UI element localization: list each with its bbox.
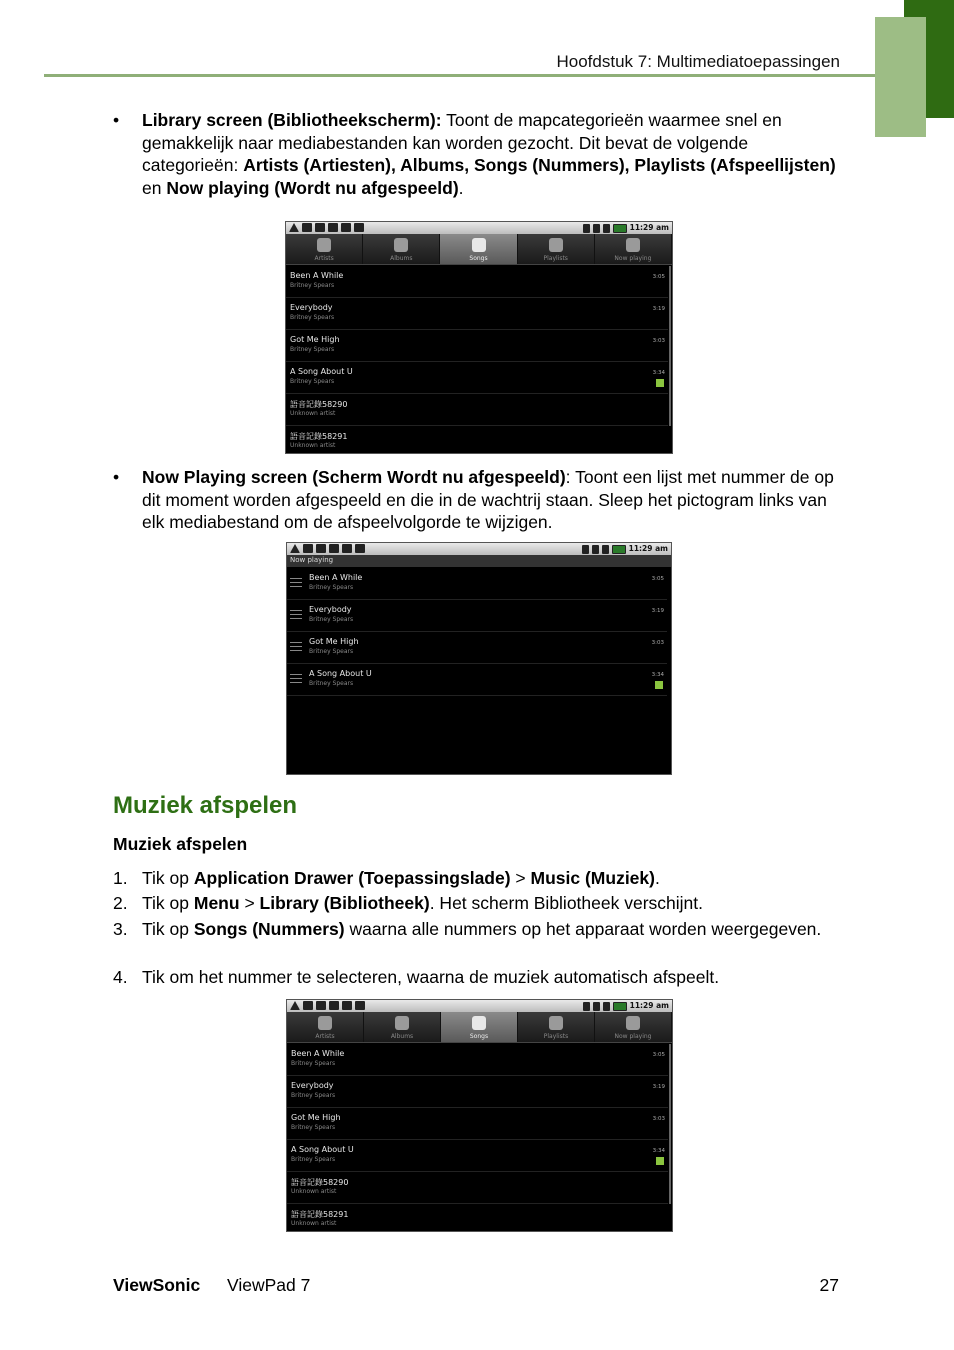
play-icon (355, 1001, 365, 1010)
song-duration: 3:19 (651, 608, 664, 614)
vibrate-icon (592, 545, 599, 554)
music-note-icon (472, 1016, 486, 1030)
bold-text: Menu (193, 893, 240, 913)
song-duration: 3:19 (652, 1084, 665, 1090)
song-title: Everybody (290, 303, 333, 312)
corner-tab-light (875, 17, 926, 137)
song-artist: Britney Spears (309, 584, 354, 591)
download-icon (342, 544, 352, 553)
microphone-icon (318, 1016, 332, 1030)
tab-label: Now playing (614, 1033, 652, 1040)
microphone-icon (317, 238, 331, 252)
library-tabs (287, 1012, 672, 1043)
song-duration: 3:05 (651, 576, 664, 582)
tab-label: Playlists (543, 1033, 569, 1040)
usb-icon (329, 1001, 339, 1010)
song-list (286, 266, 668, 454)
song-title: Been A While (309, 573, 363, 582)
text: > (510, 868, 531, 888)
song-artist: Britney Spears (290, 346, 335, 353)
song-artist: Britney Spears (290, 314, 335, 321)
text: : Toont een lijst met nummer de op dit moment worden afgespeeld en die in de wachtrij staan. Sleep het pictogram links van elk mediabestand om de afspeelvolgorde te wijzigen. (142, 467, 834, 532)
mail-icon (316, 544, 326, 553)
song-title: A Song About U (290, 367, 353, 376)
tab-label: Albums (390, 255, 413, 262)
clock: 11:29 am (629, 1001, 669, 1010)
tab-albums[interactable] (363, 234, 440, 264)
bold-text: Now Playing screen (Scherm Wordt nu afgespeeld) (142, 467, 566, 487)
signal-icon (603, 1002, 610, 1011)
song-duration: 3:03 (651, 640, 664, 646)
step-text (142, 892, 842, 915)
list-item[interactable] (286, 266, 668, 298)
song-title: Got Me High (309, 637, 359, 646)
tab-artists[interactable] (287, 1012, 364, 1042)
album-icon (394, 238, 408, 252)
library-tabs (286, 234, 672, 265)
song-title: 語音記錄58290 (291, 1178, 349, 1187)
step-number: 3. (113, 919, 128, 939)
bold-text: Songs (Nummers) (193, 919, 345, 939)
text: Tik op (142, 893, 194, 913)
page-number: 27 (819, 1275, 839, 1295)
song-artist: Britney Spears (291, 1092, 336, 1099)
bold-text: Now playing (Wordt nu afgespeeld) (166, 177, 459, 198)
status-bar (287, 543, 671, 555)
step-text (142, 966, 842, 989)
download-icon (342, 1001, 352, 1010)
usb-icon (328, 223, 338, 232)
text: > (239, 893, 260, 913)
now-playing-screenshot (286, 542, 672, 775)
status-bar (286, 222, 672, 234)
list-item[interactable] (286, 330, 668, 362)
song-list (287, 1044, 668, 1232)
text: . (458, 177, 464, 198)
song-duration: 3:19 (652, 306, 665, 312)
song-title: Everybody (309, 605, 352, 614)
tab-label: Artists (314, 255, 334, 262)
footer-brand: ViewSonic (113, 1275, 201, 1295)
tab-artists[interactable] (286, 234, 363, 264)
section-heading: Muziek afspelen (113, 792, 298, 819)
warning-icon (289, 223, 299, 232)
song-title: Got Me High (291, 1113, 341, 1122)
drag-handle-icon[interactable] (290, 610, 302, 620)
tab-label: Songs (469, 1033, 489, 1040)
message-icon (303, 544, 313, 553)
battery-icon (613, 1002, 627, 1011)
bold-text: Library screen (Bibliotheekscherm): (142, 110, 442, 130)
bluetooth-icon (583, 224, 590, 233)
list-icon (549, 238, 563, 252)
signal-icon (602, 545, 609, 554)
text: en (142, 177, 167, 198)
album-icon (395, 1016, 409, 1030)
list-item[interactable] (287, 1076, 668, 1108)
download-icon (341, 223, 351, 232)
song-artist: Unknown artist (290, 410, 336, 417)
playing-indicator-icon (656, 1157, 664, 1165)
list-item[interactable] (287, 632, 667, 664)
song-artist: Unknown artist (291, 1188, 337, 1195)
vibrate-icon (593, 1002, 600, 1011)
chapter-title: Hoofdstuk 7: Multimediatoepassingen (556, 52, 840, 71)
song-artist: Britney Spears (291, 1156, 336, 1163)
tab-songs[interactable] (440, 234, 517, 264)
status-bar (287, 1000, 672, 1012)
warning-icon (290, 544, 300, 553)
clock: 11:29 am (628, 544, 668, 553)
song-title: Been A While (291, 1049, 345, 1058)
bluetooth-icon (582, 545, 589, 554)
text: Toont de mapcategorieën waarmee snel en gemakkelijk naar mediabestanden kan worden gezocht. Dit bevat de volgende categorieën: (142, 110, 782, 175)
subheading: Muziek afspelen (113, 834, 248, 854)
list-item[interactable] (287, 1108, 668, 1140)
bold-text: Music (Muziek) (530, 868, 655, 888)
bold-text: Artists (Artiesten), Albums, Songs (Nummers), Playlists (Afspeellijsten) (243, 155, 836, 175)
mail-icon (316, 1001, 326, 1010)
queue-list (287, 568, 667, 696)
list-item[interactable] (286, 298, 668, 330)
song-artist: Britney Spears (309, 616, 354, 623)
clock: 11:29 am (629, 223, 669, 232)
message-icon (302, 223, 312, 232)
usb-icon (329, 544, 339, 553)
paragraph-now-playing-screen (142, 466, 842, 534)
battery-icon (613, 224, 627, 233)
list-item[interactable] (286, 426, 668, 454)
song-duration: 3:34 (652, 1148, 665, 1154)
song-artist: Unknown artist (290, 442, 336, 449)
list-item[interactable] (287, 1172, 668, 1204)
signal-icon (603, 224, 610, 233)
drag-handle-icon[interactable] (290, 674, 302, 684)
text: Tik op (142, 919, 194, 939)
bold-text: Application Drawer (Toepassingslade) (193, 868, 511, 888)
song-artist: Britney Spears (291, 1124, 336, 1131)
song-artist: Britney Spears (309, 648, 354, 655)
song-title: 語音記錄58291 (290, 432, 348, 441)
song-duration: 3:03 (652, 338, 665, 344)
tab-label: Albums (390, 1033, 414, 1040)
text: Tik om het nummer te selecteren, waarna de muziek automatisch afspeelt. (142, 967, 720, 987)
step-text (142, 918, 842, 941)
song-artist: Britney Spears (290, 378, 335, 385)
bold-text: Library (Bibliotheek) (259, 893, 430, 913)
now-playing-header (287, 555, 671, 567)
step-number: 4. (113, 967, 128, 987)
song-duration: 3:05 (652, 1052, 665, 1058)
tab-now-playing[interactable] (595, 1012, 672, 1042)
tab-playlists[interactable] (518, 1012, 595, 1042)
paragraph-library-screen (142, 109, 842, 199)
song-title: 語音記錄58290 (290, 400, 348, 409)
list-item[interactable] (287, 1204, 668, 1232)
drag-handle-icon[interactable] (290, 578, 302, 588)
vibrate-icon (593, 224, 600, 233)
song-duration: 3:03 (652, 1116, 665, 1122)
list-icon (549, 1016, 563, 1030)
music-note-icon (472, 238, 486, 252)
list-item[interactable] (287, 600, 667, 632)
step-number: 1. (113, 868, 128, 888)
tab-label: Playlists (543, 255, 568, 262)
text: . (654, 868, 660, 888)
now-playing-icon (626, 1016, 640, 1030)
play-icon (354, 223, 364, 232)
library-screenshot (285, 221, 673, 454)
play-icon (355, 544, 365, 553)
now-playing-icon (626, 238, 640, 252)
list-item[interactable] (287, 1044, 668, 1076)
text: Tik op (142, 868, 194, 888)
tab-label: Songs (469, 255, 488, 262)
list-item[interactable] (286, 362, 668, 394)
tab-songs[interactable] (441, 1012, 518, 1042)
now-playing-label: Now playing (290, 556, 334, 564)
tab-albums[interactable] (364, 1012, 441, 1042)
song-artist: Britney Spears (291, 1060, 336, 1067)
song-title: Everybody (291, 1081, 334, 1090)
scrollbar[interactable] (669, 1044, 671, 1204)
song-duration: 3:05 (652, 274, 665, 280)
bluetooth-icon (583, 1002, 590, 1011)
song-title: Got Me High (290, 335, 340, 344)
song-artist: Unknown artist (291, 1220, 337, 1227)
bullet-marker: • (113, 110, 120, 130)
tab-label: Now playing (614, 255, 652, 262)
song-artist: Britney Spears (290, 282, 335, 289)
tab-now-playing[interactable] (595, 234, 672, 264)
song-title: A Song About U (291, 1145, 354, 1154)
playing-indicator-icon (656, 379, 664, 387)
warning-icon (290, 1001, 300, 1010)
list-item[interactable] (287, 1140, 668, 1172)
list-item[interactable] (286, 394, 668, 426)
playing-indicator-icon (655, 681, 663, 689)
mail-icon (315, 223, 325, 232)
songs-screenshot (286, 999, 673, 1232)
song-duration: 3:34 (652, 370, 665, 376)
drag-handle-icon[interactable] (290, 642, 302, 652)
list-item[interactable] (287, 568, 667, 600)
step-number: 2. (113, 893, 128, 913)
footer-model: ViewPad 7 (227, 1275, 311, 1295)
tab-playlists[interactable] (518, 234, 595, 264)
tab-label: Artists (315, 1033, 335, 1040)
step-text (142, 867, 842, 890)
scrollbar[interactable] (669, 266, 671, 426)
battery-icon (612, 545, 626, 554)
song-title: 語音記錄58291 (291, 1210, 349, 1219)
song-title: A Song About U (309, 669, 372, 678)
song-title: Been A While (290, 271, 344, 280)
song-artist: Britney Spears (309, 680, 354, 687)
message-icon (303, 1001, 313, 1010)
text: waarna alle nummers op het apparaat worden weergegeven. (344, 919, 822, 939)
text: . Het scherm Bibliotheek verschijnt. (429, 893, 704, 913)
list-item[interactable] (287, 664, 667, 696)
bullet-marker: • (113, 467, 120, 487)
header-rule (44, 74, 875, 77)
song-duration: 3:34 (651, 672, 664, 678)
